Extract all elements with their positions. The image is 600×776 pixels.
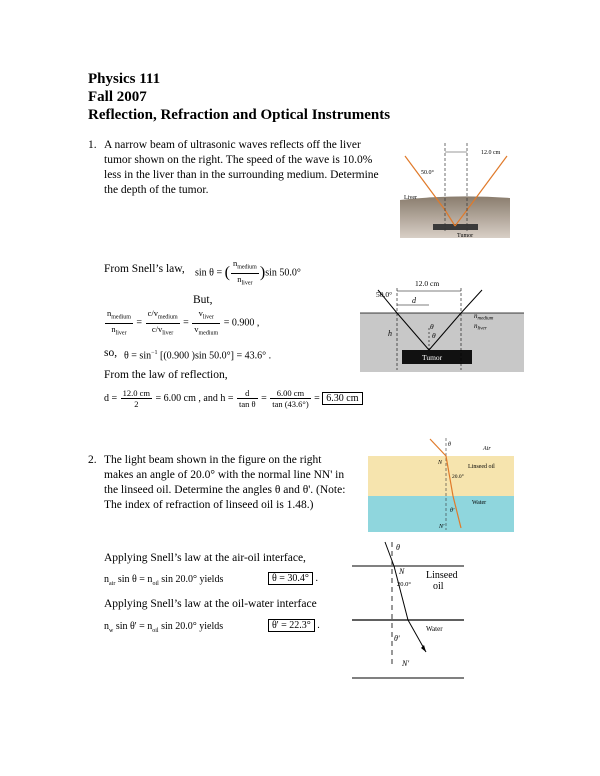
topic-title: Reflection, Refraction and Optical Instruments (88, 107, 391, 123)
h-result-box: 6.30 cm (322, 392, 362, 405)
d-frac: $\frac{12.0 cm}{2}$ (122, 388, 151, 409)
problem1-line-4: the depth of the tumor. (104, 184, 209, 196)
diagram-nmedium: $n_{medium}$ (474, 312, 494, 322)
problem2-line-2: makes an angle of 20.0° with the normal line NN' in (104, 469, 345, 481)
fig-thetap-label: θ' (450, 508, 455, 514)
linseed-oil-figure (368, 436, 514, 532)
h-frac: $\frac{d}{\text{tan θ}}$ (238, 388, 256, 409)
ld-np: N' (402, 659, 410, 668)
diagram-h-label: h (388, 329, 392, 338)
diagram-d-label: d (412, 296, 416, 305)
fig-angle-label: 20.0° (452, 474, 464, 480)
snell-equation: sin θ = ( $\frac{n_{medium}}{n_{liver}}$ )sin 50.0° (195, 258, 301, 287)
so-label: so, (104, 347, 118, 359)
air-oil-equation: $n_{air}$ $\sin \theta = n_{oil}$ sin 20.0° yields (104, 574, 224, 587)
diagram-dist-label: 12.0 cm (415, 279, 440, 288)
liver-tissue (400, 196, 510, 238)
d-h-equation: d = $\frac{12.0 cm}{2}$ = 6.00 cm , and h = $\frac{d}{\text{tan θ}}$ = $\frac{6.00 cm}{\tan (43.6^\circ)}$ = 6.30 cm (104, 388, 363, 409)
ray-out (461, 290, 482, 313)
course-title: Physics 111 (88, 71, 161, 87)
ld-water: Water (426, 625, 443, 633)
snell-intro: From Snell’s law, (104, 263, 185, 275)
but-label: But, (193, 294, 213, 306)
liver-tumor-figure (395, 138, 515, 244)
figure-angle-label: 50.0° (421, 170, 434, 176)
h-frac-2: $\frac{6.00 cm}{\tan (43.6^\circ)}$ (272, 388, 309, 409)
problem2-line-3: the linseed oil. Determine the angles θ and θ'. (Note: (104, 484, 346, 496)
problem2-line-4: The index of refraction of linseed oil is 1.48.) (104, 499, 314, 511)
diagram-nliver: $n_{liver}$ (474, 322, 487, 332)
diagram-angle-label: 50.0° (376, 290, 393, 299)
diagram-theta-label: θ (432, 331, 436, 340)
ld-thetap: θ' (394, 634, 400, 643)
problem2-line-1: The light beam shown in the figure on the right (104, 454, 322, 466)
result1-box: θ = 30.4° . (268, 573, 318, 585)
problem2-number: 2. (88, 454, 97, 466)
problem1-number: 1. (88, 139, 97, 151)
result2-box: θ' = 22.3° . (268, 620, 320, 632)
fig-np-label: N' (439, 524, 445, 530)
figure-dist-label: 12.0 cm (481, 150, 501, 156)
problem1-line-3: less in the liver than in the surrounding medium. Determine (104, 169, 379, 181)
problem1-line-1: A narrow beam of ultrasonic waves reflects off the liver (104, 139, 361, 151)
beam-in-air (385, 542, 394, 566)
ld-theta: θ (396, 543, 400, 552)
left-paren: ( (224, 264, 230, 282)
fig-theta-label: θ (448, 442, 451, 448)
diagram-tumor-label: Tumor (422, 353, 443, 362)
air-region (368, 436, 514, 456)
ratio-equation: $\frac{n_{medium}}{n_{liver}}$ = $\frac{c/v_{medium}}{c/v_{liver}}$ = $\frac{v_{liver}}{v_{medium}}$ = 0.900 , (107, 308, 260, 337)
ld-n: N (399, 567, 405, 576)
reflection-schematic (360, 278, 524, 372)
reflection-intro: From the law of reflection, (104, 369, 228, 381)
ld-oil: oil (433, 581, 444, 592)
diagram-theta-label-2: θ (430, 322, 434, 331)
n-ratio-fraction: $\frac{n_{medium}}{n_{liver}}$ (232, 258, 257, 287)
oil-water-equation: $n_w$ $\sin \theta' = n_{oil}$ sin 20.0° yields (104, 621, 224, 634)
refraction-line-diagram (352, 538, 464, 680)
right-paren: ) (259, 264, 266, 282)
fig-n-label: N (438, 460, 443, 466)
oil-water-intro: Applying Snell’s law at the oil-water interface (104, 598, 317, 610)
ld-linseed: Linseed (426, 570, 458, 581)
problem1-line-2: tumor shown on the right. The speed of the wave is 10.0% (104, 154, 373, 166)
figure-tumor-label: Tumor (457, 233, 474, 239)
figure-liver-label: Liver (404, 195, 417, 201)
theta-equation: $\theta = \sin^{-1} [(0.900$ )sin 50.0°] = 43.6° . (124, 350, 272, 362)
term-title: Fall 2007 (88, 89, 147, 105)
ld-angle: 20.0° (397, 581, 411, 588)
fig-water-label: Water (472, 500, 487, 506)
air-oil-intro: Applying Snell’s law at the air-oil interface, (104, 552, 306, 564)
n-frac: $\frac{n_{medium}}{n_{liver}}$ (107, 308, 131, 337)
cv-frac: $\frac{c/v_{medium}}{c/v_{liver}}$ (147, 308, 178, 337)
v-frac: $\frac{v_{liver}}{v_{medium}}$ (194, 308, 219, 337)
fig-oil-label: Linseed oil (468, 464, 495, 470)
beam-arrowhead (421, 645, 426, 652)
fig-air-label: Air (483, 446, 491, 452)
